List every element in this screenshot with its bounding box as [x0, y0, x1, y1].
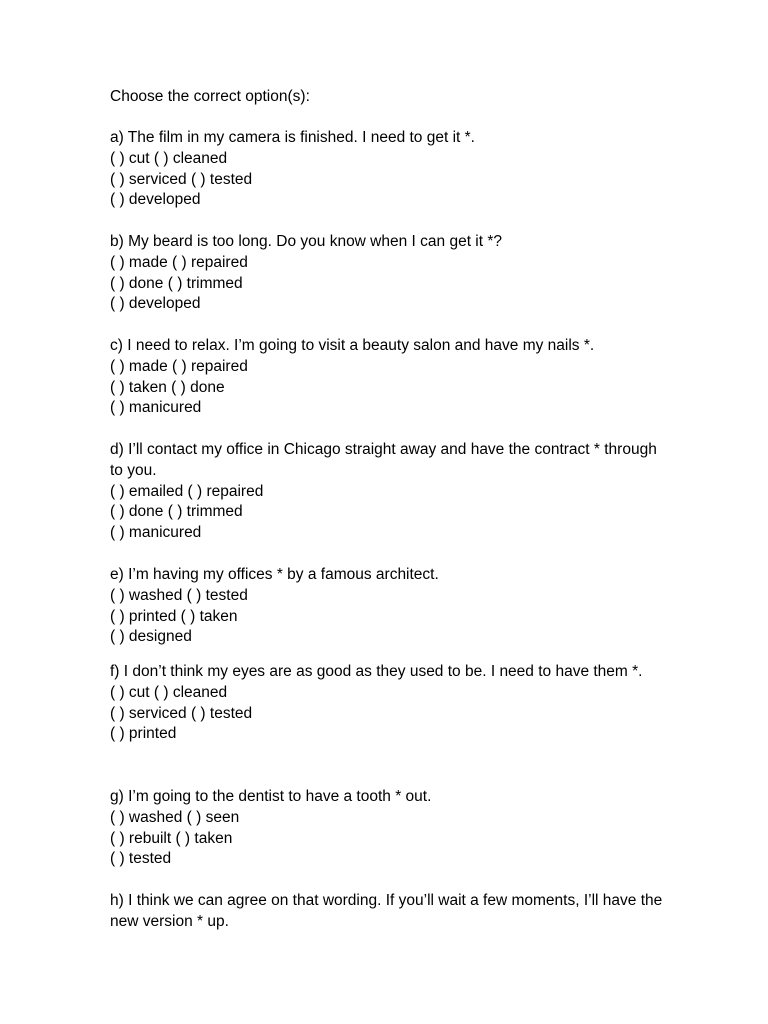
question-d [110, 440, 670, 544]
option-line: ( ) printed ( ) taken [110, 607, 238, 625]
option-line: ( ) printed [110, 725, 177, 743]
option-line: ( ) washed ( ) seen [110, 808, 240, 826]
page-heading: Choose the correct option(s): [110, 88, 310, 105]
question-c [110, 336, 670, 419]
option-line: ( ) done ( ) trimmed [110, 274, 243, 292]
question-text: e) I’m having my offices * by a famous architect. [110, 566, 439, 583]
option-line: ( ) manicured [110, 524, 202, 542]
option-line: ( ) developed [110, 295, 201, 313]
option-line: ( ) washed ( ) tested [110, 586, 248, 604]
question-g [110, 787, 670, 870]
question-text: h) I think we can agree on that wording. If you’ll wait a few moments, I’ll have the new version * up. [110, 892, 663, 930]
question-f [110, 662, 670, 745]
option-line: ( ) developed [110, 191, 201, 209]
question-h [110, 891, 670, 933]
option-line: ( ) tested [110, 850, 172, 868]
option-line: ( ) cut ( ) cleaned [110, 683, 228, 701]
option-line: ( ) made ( ) repaired [110, 253, 248, 271]
option-line: ( ) taken ( ) done [110, 378, 225, 396]
option-line: ( ) cut ( ) cleaned [110, 149, 228, 167]
question-text: f) I don’t think my eyes are as good as they used to be. I need to have them *. [110, 663, 643, 680]
question-text: g) I’m going to the dentist to have a tooth * out. [110, 788, 432, 805]
option-line: ( ) rebuilt ( ) taken [110, 829, 233, 847]
option-line: ( ) serviced ( ) tested [110, 704, 253, 722]
question-b [110, 232, 670, 315]
option-line: ( ) serviced ( ) tested [110, 170, 253, 188]
question-e [110, 565, 670, 648]
option-line: ( ) designed [110, 628, 192, 646]
question-text: b) My beard is too long. Do you know when I can get it *? [110, 233, 503, 250]
option-line: ( ) manicured [110, 399, 202, 417]
option-line: ( ) done ( ) trimmed [110, 503, 243, 521]
question-text: c) I need to relax. I’m going to visit a beauty salon and have my nails *. [110, 337, 595, 354]
option-line: ( ) emailed ( ) repaired [110, 482, 264, 500]
question-text: a) The film in my camera is finished. I need to get it *. [110, 129, 475, 146]
option-line: ( ) made ( ) repaired [110, 357, 248, 375]
question-a [110, 128, 670, 211]
question-text: d) I’ll contact my office in Chicago straight away and have the contract * through to you. [110, 441, 657, 479]
